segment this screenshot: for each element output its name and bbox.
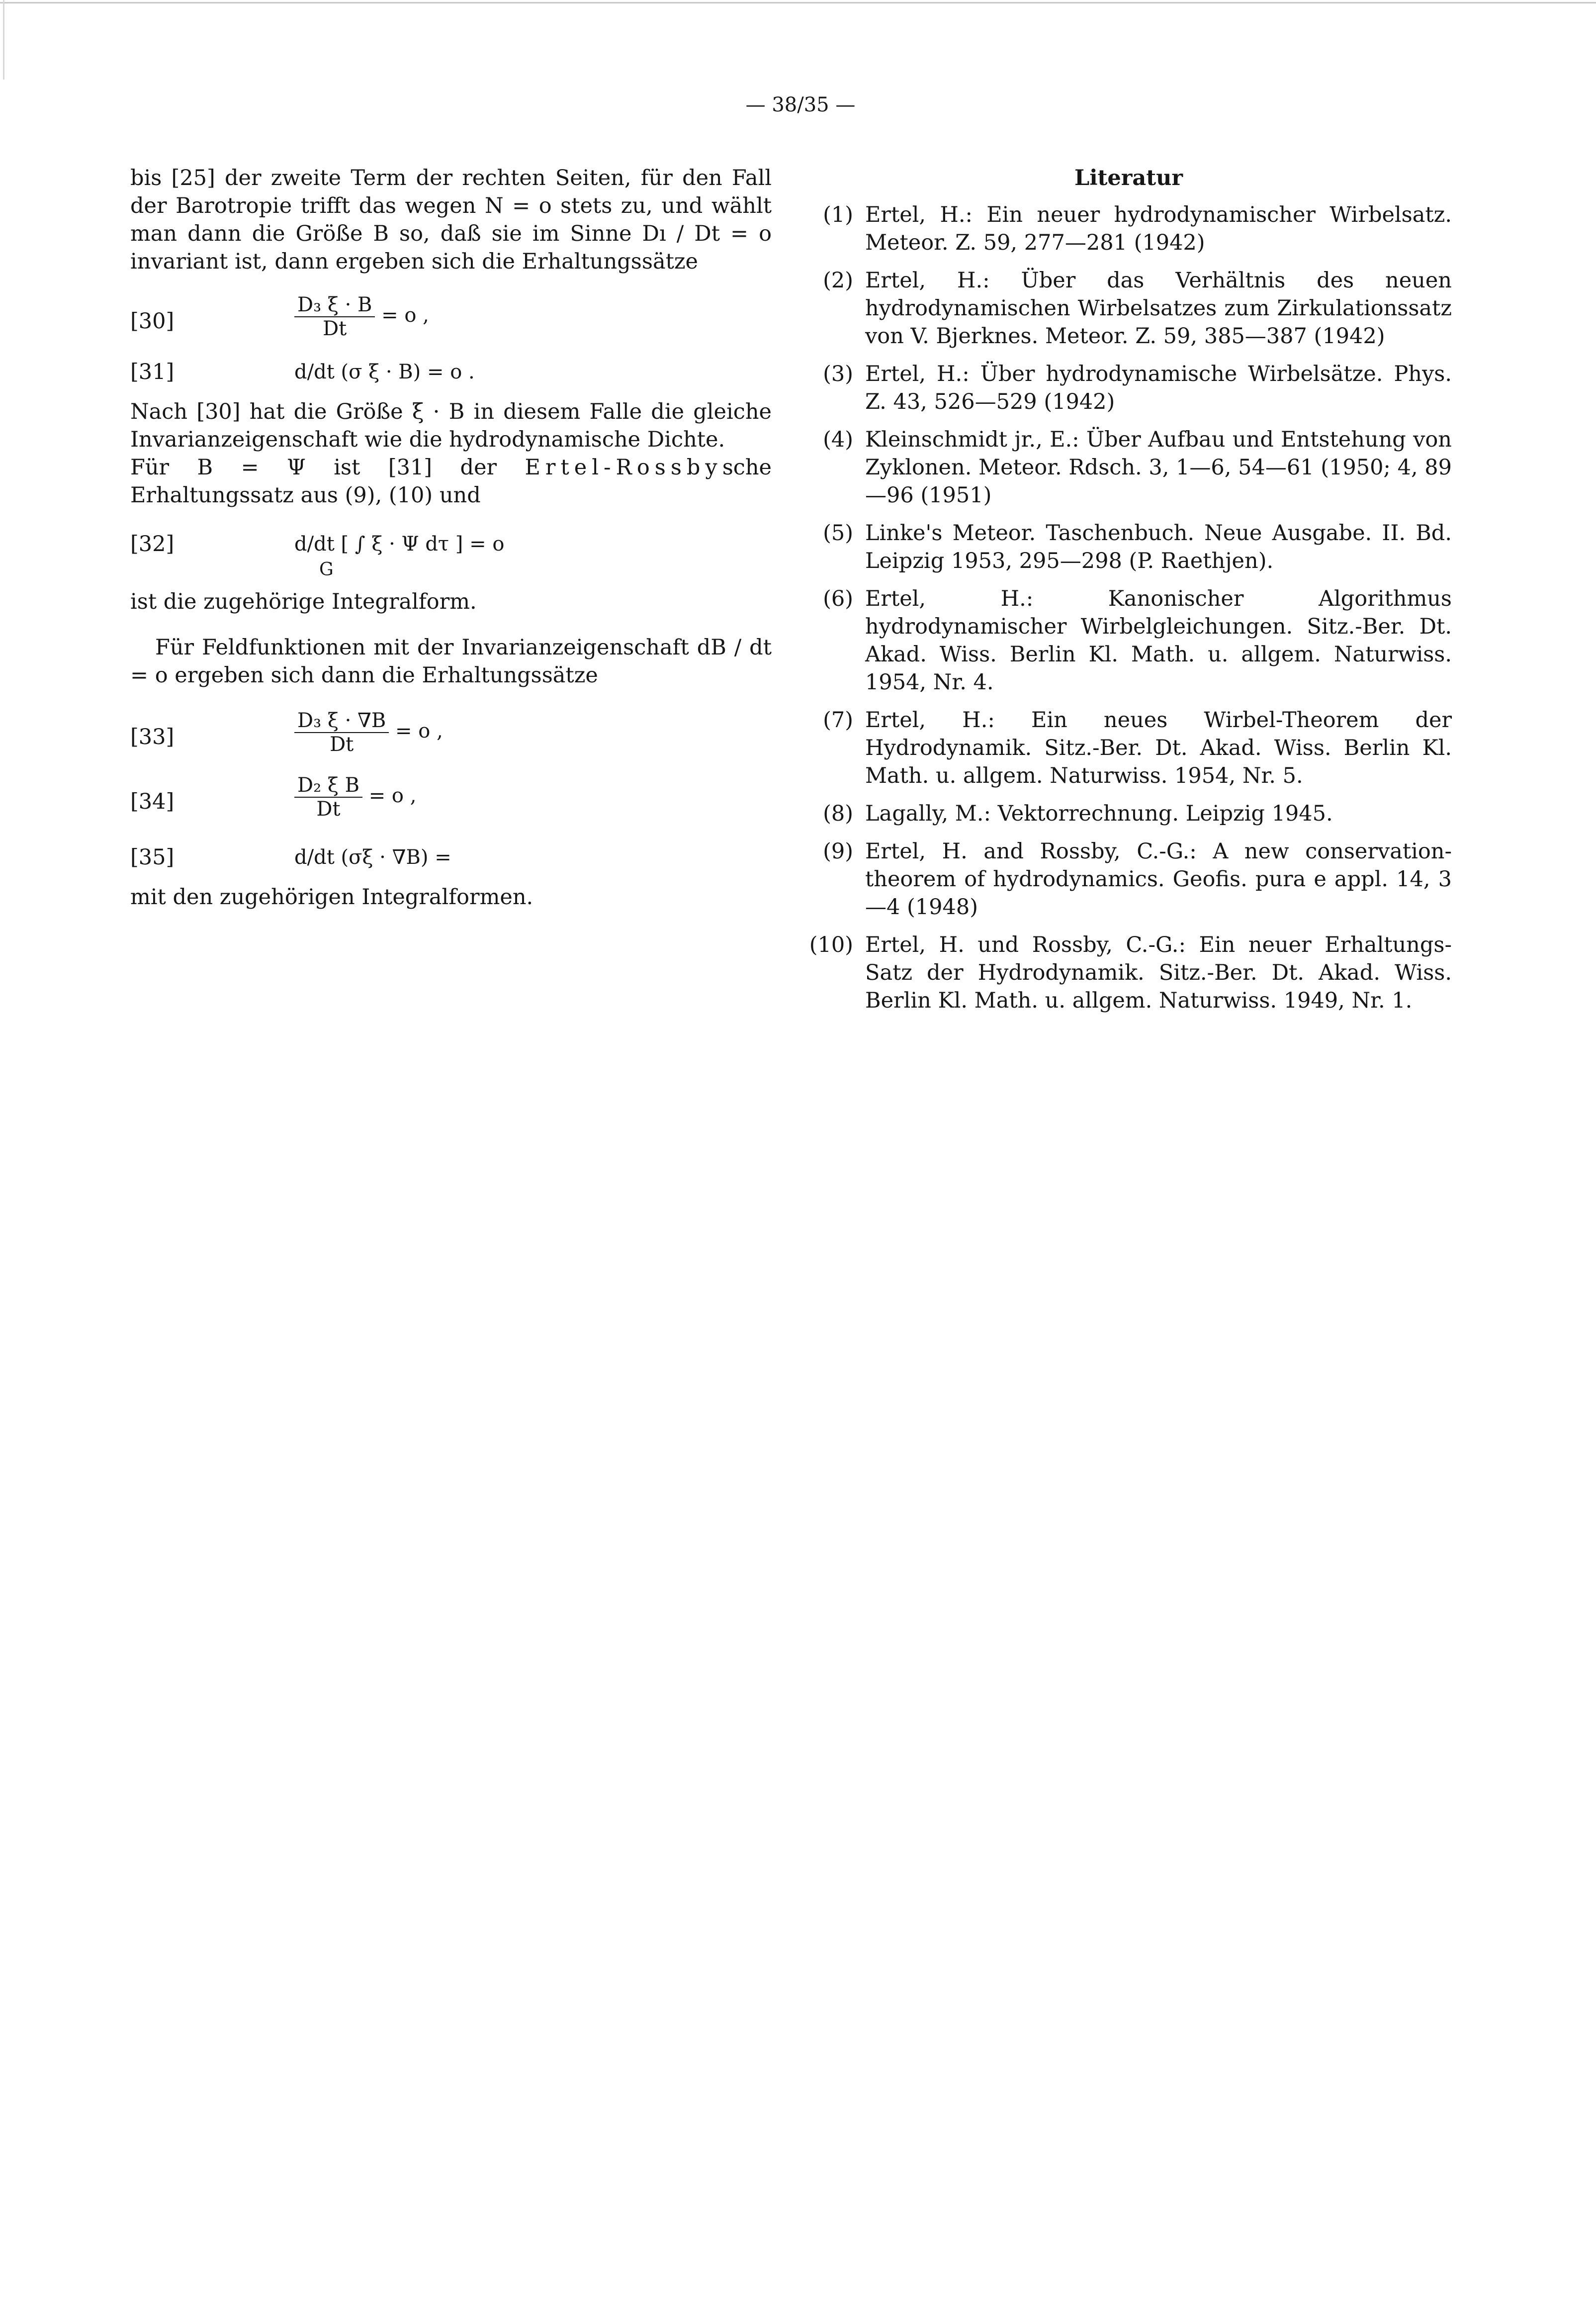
reference-item bbox=[805, 267, 1452, 350]
equation-33 bbox=[130, 709, 772, 774]
equation-number: [35] bbox=[130, 845, 175, 870]
reference-number: (1) bbox=[823, 202, 853, 227]
equation-expression: d/dt (σξ · ∇B) = bbox=[294, 846, 451, 869]
ertel-rossby-name: Ertel-Rossby bbox=[525, 455, 722, 480]
reference-text: Kleinschmidt jr., E.: Über Aufbau und Entstehung von Zyklonen. Meteor. Rdsch. 3, 1—6, 54—61 (1950; 4, 89—96 (1951) bbox=[865, 427, 1452, 508]
reference-item bbox=[805, 519, 1452, 575]
integral-domain: G bbox=[319, 559, 334, 580]
paragraph-integral-form: ist die zugehörige Integralform. bbox=[130, 589, 477, 614]
reference-text: Lagally, M.: Vektorrechnung. Leipzig 1945. bbox=[865, 801, 1333, 826]
reference-item bbox=[805, 837, 1452, 921]
scan-top-border bbox=[0, 2, 1596, 3]
left-column bbox=[130, 164, 772, 911]
reference-text: Ertel, H.: Ein neuer hydrodynamischer Wirbelsatz. Meteor. Z. 59, 277—281 (1942) bbox=[865, 202, 1452, 255]
reference-text: Ertel, H.: Über hydrodynamische Wirbelsätze. Phys. Z. 43, 526—529 (1942) bbox=[865, 362, 1452, 414]
equation-number: [34] bbox=[130, 789, 175, 814]
reference-number: (6) bbox=[823, 586, 853, 611]
reference-text: Linke's Meteor. Taschenbuch. Neue Ausgabe. II. Bd. Leipzig 1953, 295—298 (P. Raethjen). bbox=[865, 521, 1452, 573]
reference-item bbox=[805, 931, 1452, 1015]
equation-denominator: Dt bbox=[323, 317, 347, 340]
equation-32 bbox=[130, 523, 772, 588]
equation-rhs: = o , bbox=[368, 784, 417, 807]
equation-31 bbox=[130, 348, 772, 398]
reference-number: (2) bbox=[823, 268, 853, 293]
reference-number: (5) bbox=[823, 521, 853, 546]
equation-expression: d/dt (σ ξ · B) = o . bbox=[294, 361, 475, 383]
reference-item bbox=[805, 585, 1452, 696]
reference-number: (10) bbox=[809, 932, 853, 957]
equation-numerator: D₂ ξ B bbox=[294, 774, 362, 798]
reference-text: Ertel, H.: Über das Verhältnis des neuen hydrodynamischen Wirbelsatzes zum Zirkulationssatz von V. Bjerknes. Meteor. Z. 59, 385—387 (1942) bbox=[865, 268, 1452, 349]
equation-rhs: = o , bbox=[381, 304, 429, 327]
reference-number: (3) bbox=[823, 362, 853, 386]
equation-denominator: Dt bbox=[330, 733, 354, 756]
equation-35 bbox=[130, 834, 772, 883]
equation-numerator: D₃ ξ · B bbox=[294, 293, 375, 317]
paragraph-field-functions: Für Feldfunktionen mit der Invarianzeigenschaft dB / dt = o ergeben sich dann die Erhaltungssätze bbox=[130, 635, 772, 688]
reference-item bbox=[805, 800, 1452, 828]
equation-34 bbox=[130, 774, 772, 834]
reference-text: Ertel, H. and Rossby, C.-G.: A new conservation-theorem of hydrodynamics. Geofis. pura e appl. 14, 3—4 (1948) bbox=[865, 839, 1452, 920]
references-heading: Literatur bbox=[1074, 166, 1183, 190]
reference-number: (9) bbox=[823, 839, 853, 864]
equation-number: [32] bbox=[130, 532, 175, 557]
reference-item bbox=[805, 360, 1452, 416]
equation-expression: d/dt [ ∫ ξ · Ψ dτ ] = o bbox=[294, 533, 505, 556]
reference-item bbox=[805, 706, 1452, 790]
equation-number: [31] bbox=[130, 360, 175, 384]
equation-number: [33] bbox=[130, 725, 175, 749]
reference-number: (4) bbox=[823, 427, 853, 452]
reference-number: (8) bbox=[823, 801, 853, 826]
reference-item bbox=[805, 426, 1452, 509]
equation-number: [30] bbox=[130, 309, 175, 334]
reference-item bbox=[805, 201, 1452, 257]
page-number: — 38/35 — bbox=[745, 93, 856, 116]
reference-text: Ertel, H.: Kanonischer Algorithmus hydrodynamischer Wirbelgleichungen. Sitz.-Ber. Dt. Akad. Wiss. Berlin Kl. Math. u. allgem. Naturwiss. 1954, Nr. 4. bbox=[865, 586, 1452, 695]
paragraph-closing: mit den zugehörigen Integralformen. bbox=[130, 885, 533, 910]
paragraph-ertel-rossby: Für B = Ψ ist [31] der Ertel-Rossbysche Erhaltungssatz aus (9), (10) und bbox=[130, 455, 772, 508]
reference-text: Ertel, H. und Rossby, C.-G.: Ein neuer Erhaltungs-Satz der Hydrodynamik. Sitz.-Ber. Dt. Akad. Wiss. Berlin Kl. Math. u. allgem. Naturwiss. 1949, Nr. 1. bbox=[865, 932, 1452, 1013]
equation-numerator: D₃ ξ · ∇B bbox=[294, 709, 389, 733]
right-column bbox=[805, 164, 1452, 1024]
equation-rhs: = o , bbox=[395, 720, 443, 743]
equation-30 bbox=[130, 293, 772, 348]
equation-denominator: Dt bbox=[316, 798, 341, 821]
reference-text: Ertel, H.: Ein neues Wirbel-Theorem der Hydrodynamik. Sitz.-Ber. Dt. Akad. Wiss. Berlin Kl. Math. u. allgem. Naturwiss. 1954, Nr. 5. bbox=[865, 708, 1452, 788]
scan-left-border bbox=[3, 0, 4, 80]
paragraph-invariance: Nach [30] hat die Größe ξ · B in diesem Falle die gleiche Invarianzeigenschaft wie die hydrodynamische Dichte. bbox=[130, 399, 772, 452]
reference-number: (7) bbox=[823, 708, 853, 733]
paragraph-barotropy: bis [25] der zweite Term der rechten Seiten, für den Fall der Barotropie trifft das wegen N = o stets zu, und wählt man dann die Größe B so, daß sie im Sinne Dı / Dt = o invariant ist, dann ergeben sich die Erhaltungssätze bbox=[130, 166, 772, 274]
